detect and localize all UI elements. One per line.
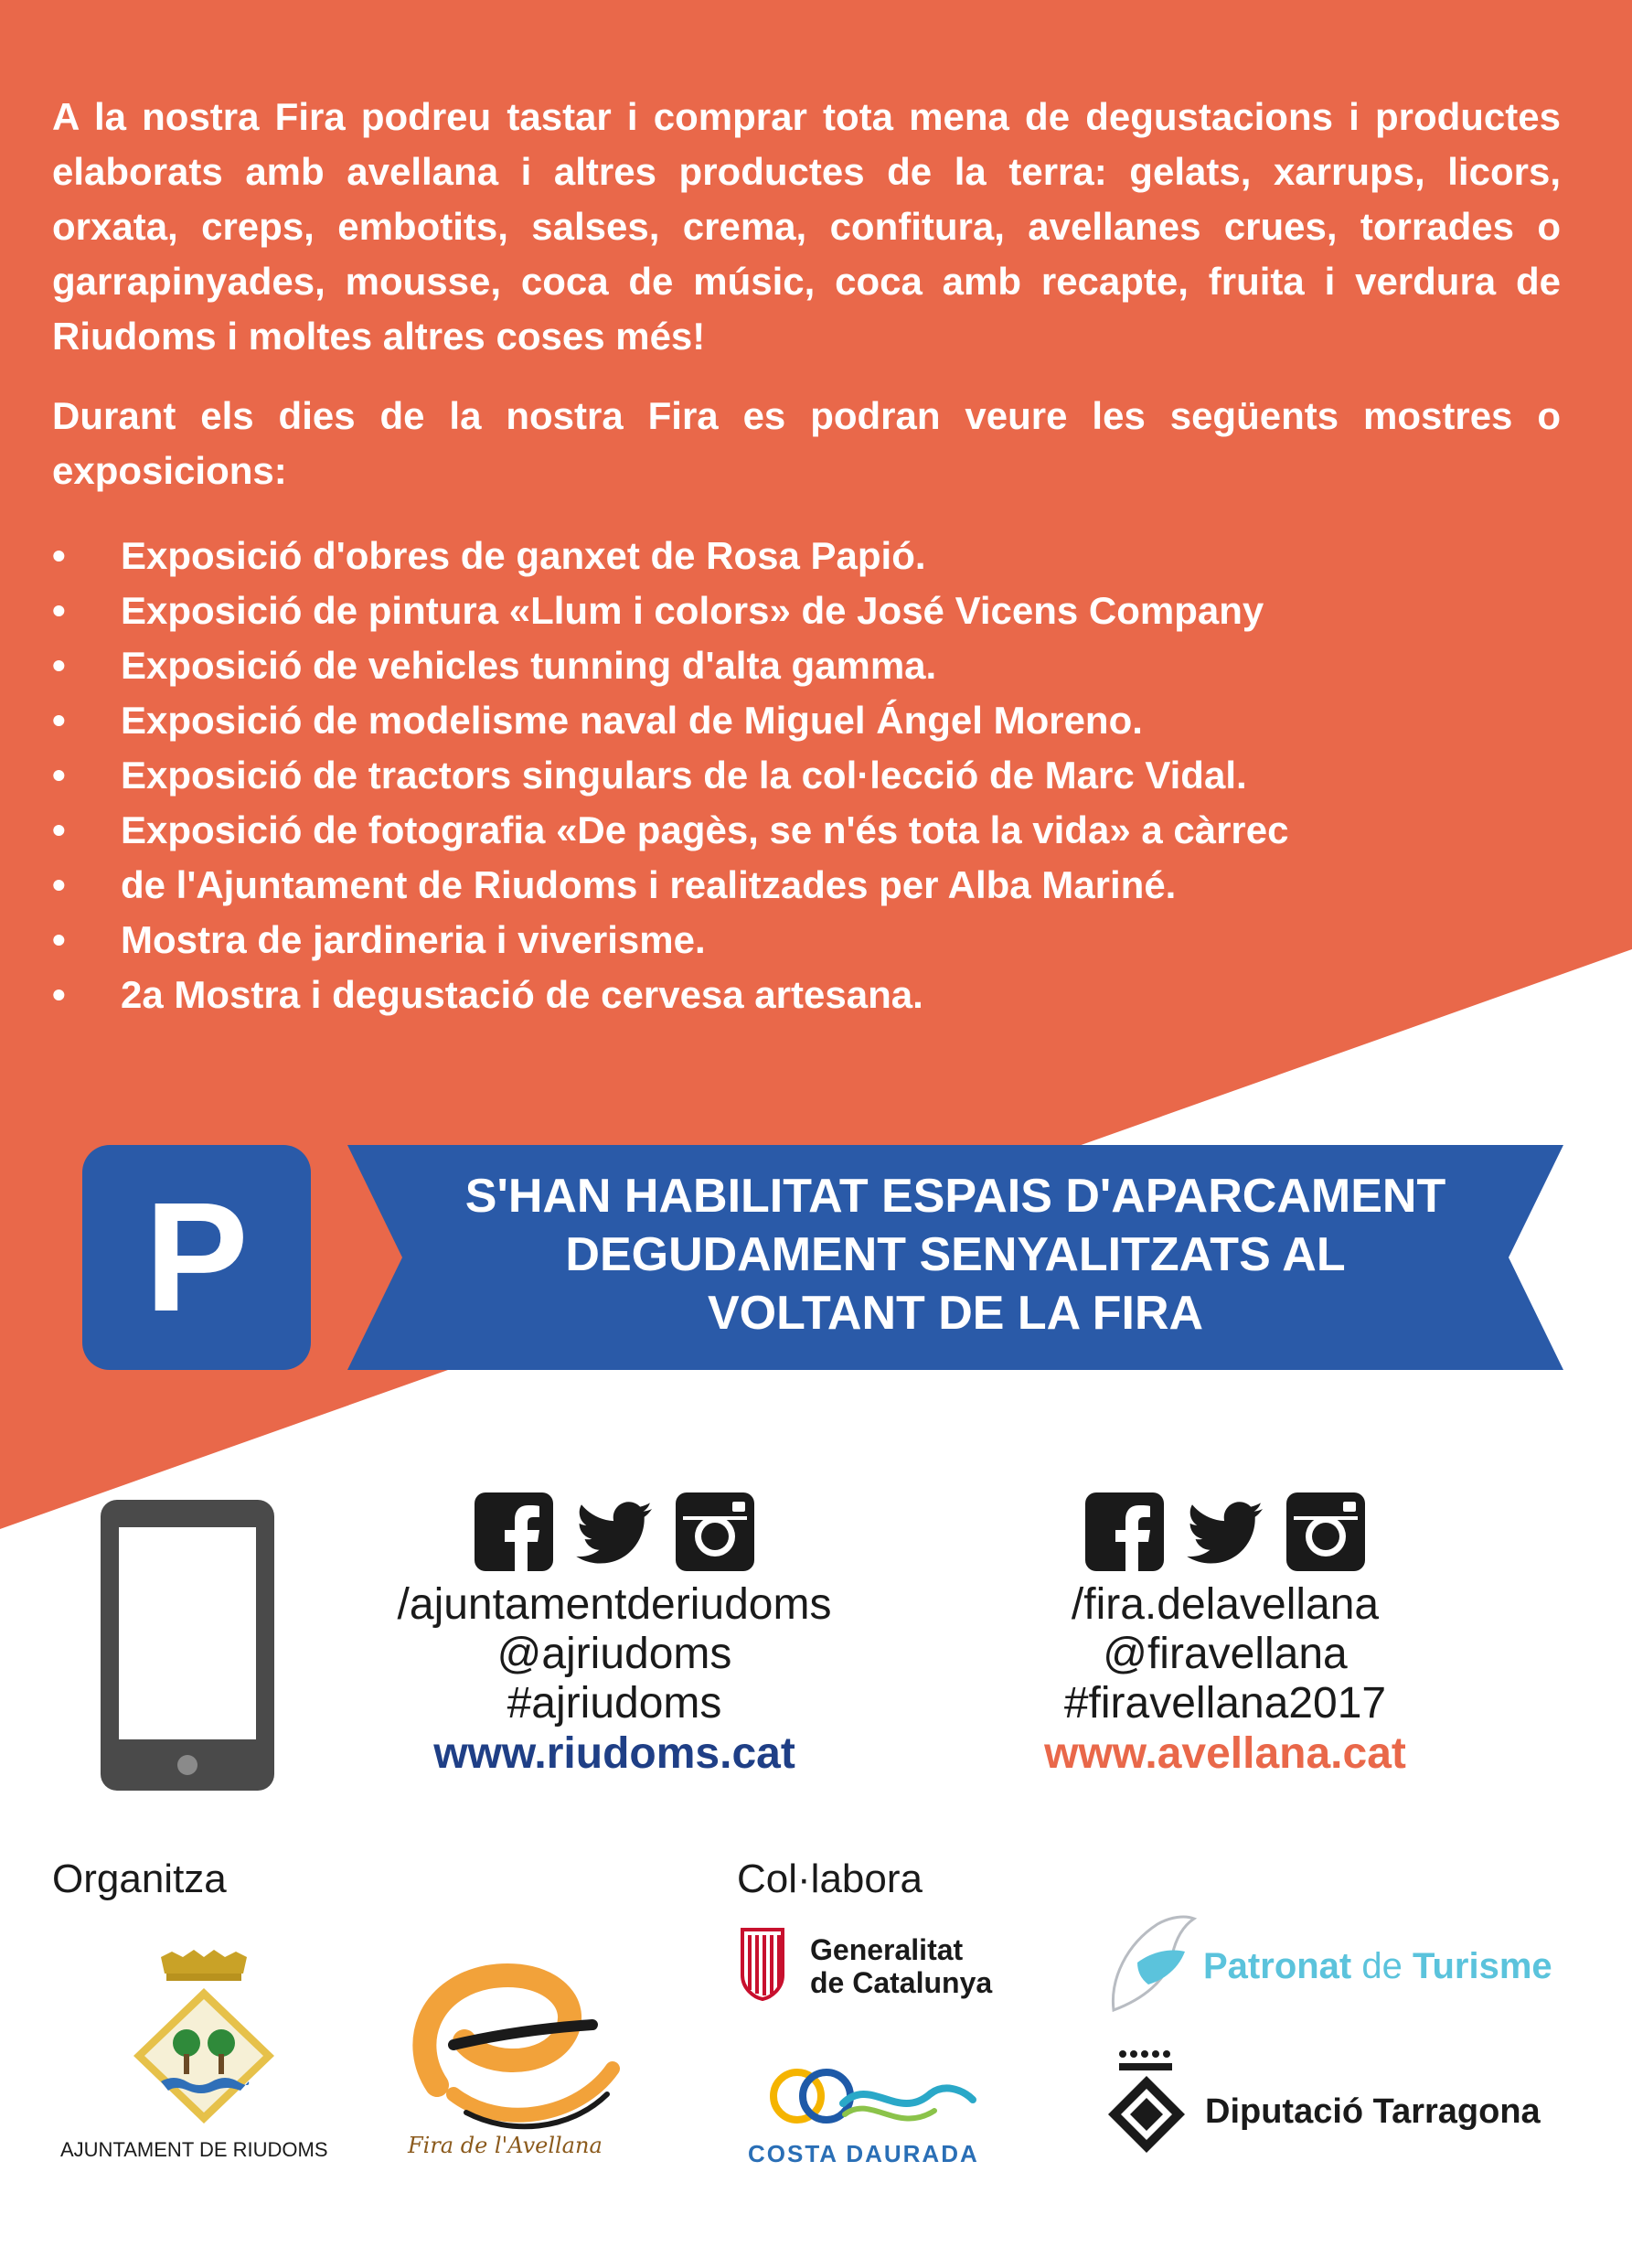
fira-logo xyxy=(400,1957,629,2177)
turisme-word: Turisme xyxy=(1413,1946,1552,1986)
parking-sign-letter: P xyxy=(144,1171,249,1344)
list-item xyxy=(52,858,1588,913)
bullet: • xyxy=(52,973,66,1016)
list-item xyxy=(52,529,1588,583)
costa-daurada-rings-icon xyxy=(742,2058,980,2134)
bullet: • xyxy=(52,808,66,851)
exhibitions-intro: Durant els dies de la nostra Fira es podran veure les següents mostres o exposicions: xyxy=(52,394,1561,492)
list-item xyxy=(52,913,1588,968)
list-item-text: Exposició de modelisme naval de Miguel Ángel Moreno. xyxy=(121,699,1143,742)
patronat-logo xyxy=(1106,1908,1573,2017)
intro-paragraph: A la nostra Fira podreu tastar i comprar tota mena de degustacions i productes elaborats amb avellana i altres productes de la terra: gelats, xarrups, licors, orxata, creps, embotits, salses, crema, confitura, avellanes crues, torrades o garrapinyades, mousse, coca de músic, coca amb recapte, fruita i verdura de Riudoms i moltes altres coses més! xyxy=(52,95,1561,358)
riudoms-coat-of-arms-icon xyxy=(53,1948,355,2131)
generalitat-logo xyxy=(739,1928,1031,2006)
facebook-icon[interactable] xyxy=(1085,1492,1164,1571)
list-item xyxy=(52,583,1588,638)
diputacio-logo xyxy=(1106,2049,1582,2158)
social-fira xyxy=(933,1492,1518,1780)
twitter-handle[interactable]: @firavellana xyxy=(1103,1630,1348,1678)
fira-name: Fira de l'Avellana xyxy=(408,2133,603,2158)
list-item xyxy=(52,803,1588,858)
social-ajuntament xyxy=(322,1492,907,1780)
generalitat-line1: Generalitat xyxy=(810,1933,964,1966)
twitter-icon[interactable] xyxy=(1186,1492,1264,1571)
diputacio-name: Diputació Tarragona xyxy=(1205,2092,1541,2131)
bullet: • xyxy=(52,918,66,961)
bullet: • xyxy=(52,699,66,742)
instagram-icon[interactable] xyxy=(676,1492,754,1571)
list-item-text: de l'Ajuntament de Riudoms i realitzades per Alba Mariné. xyxy=(121,863,1177,906)
hashtag[interactable]: #ajriudoms xyxy=(507,1679,722,1728)
bullet: • xyxy=(52,534,66,577)
costa-daurada-name: COSTA DAURADA xyxy=(748,2140,979,2167)
parking-line: DEGUDAMENT SENYALITZATS AL xyxy=(565,1228,1346,1281)
parking-line: VOLTANT DE LA FIRA xyxy=(707,1287,1204,1340)
parking-sign-icon xyxy=(82,1145,311,1370)
costa-daurada-logo xyxy=(742,2058,1008,2177)
facebook-handle[interactable]: /fira.delavellana xyxy=(1071,1580,1380,1629)
bullet: • xyxy=(52,644,66,687)
bullet: • xyxy=(52,863,66,906)
list-item xyxy=(52,638,1588,693)
facebook-handle[interactable]: /ajuntamentderiudoms xyxy=(397,1580,832,1629)
organitza-label: Organitza xyxy=(52,1856,227,1901)
list-item xyxy=(52,693,1588,748)
website-link[interactable]: www.riudoms.cat xyxy=(433,1729,795,1778)
list-item-text: Exposició de pintura «Llum i colors» de José Vicens Company xyxy=(121,589,1264,632)
bullet: • xyxy=(52,589,66,632)
parking-notice xyxy=(384,1167,1527,1343)
twitter-icon[interactable] xyxy=(575,1492,654,1571)
smartphone-icon xyxy=(101,1500,274,1791)
patronat-name xyxy=(1203,1946,1552,1987)
facebook-icon[interactable] xyxy=(475,1492,553,1571)
twitter-handle[interactable]: @ajriudoms xyxy=(496,1630,732,1678)
list-item xyxy=(52,748,1588,803)
collabora-label: Col·labora xyxy=(737,1856,923,1901)
list-item-text: Exposició de tractors singulars de la col·lecció de Marc Vidal. xyxy=(121,754,1247,797)
list-item-text: Exposició d'obres de ganxet de Rosa Papió. xyxy=(121,534,926,577)
bullet: • xyxy=(52,754,66,797)
hashtag[interactable]: #firavellana2017 xyxy=(1063,1679,1387,1728)
parking-line: S'HAN HABILITAT ESPAIS D'APARCAMENT xyxy=(464,1170,1446,1223)
senyera-shield-icon xyxy=(739,1928,786,2001)
list-item-text: Mostra de jardineria i viverisme. xyxy=(121,918,706,961)
list-item xyxy=(52,968,1588,1022)
diputacio-emblem-icon xyxy=(1106,2049,1189,2158)
ajuntament-logo xyxy=(53,1948,355,2167)
list-item-text: Exposició de vehicles tunning d'alta gamma. xyxy=(121,644,937,687)
patronat-de: de xyxy=(1361,1946,1403,1986)
ajuntament-name: AJUNTAMENT DE RIUDOMS xyxy=(60,2138,328,2161)
patronat-wave-icon xyxy=(1106,1908,1198,2017)
website-link[interactable]: www.avellana.cat xyxy=(1044,1729,1406,1778)
generalitat-line2: de Catalunya xyxy=(810,1966,993,1999)
list-item-text: 2a Mostra i degustació de cervesa artesana. xyxy=(121,973,923,1016)
list-item-text: Exposició de fotografia «De pagès, se n'és tota la vida» a càrrec xyxy=(121,808,1289,851)
fira-avellana-swirl-icon xyxy=(400,1957,629,2140)
exhibitions-list xyxy=(52,529,1588,1022)
patronat-word: Patronat xyxy=(1203,1946,1352,1986)
instagram-icon[interactable] xyxy=(1286,1492,1365,1571)
